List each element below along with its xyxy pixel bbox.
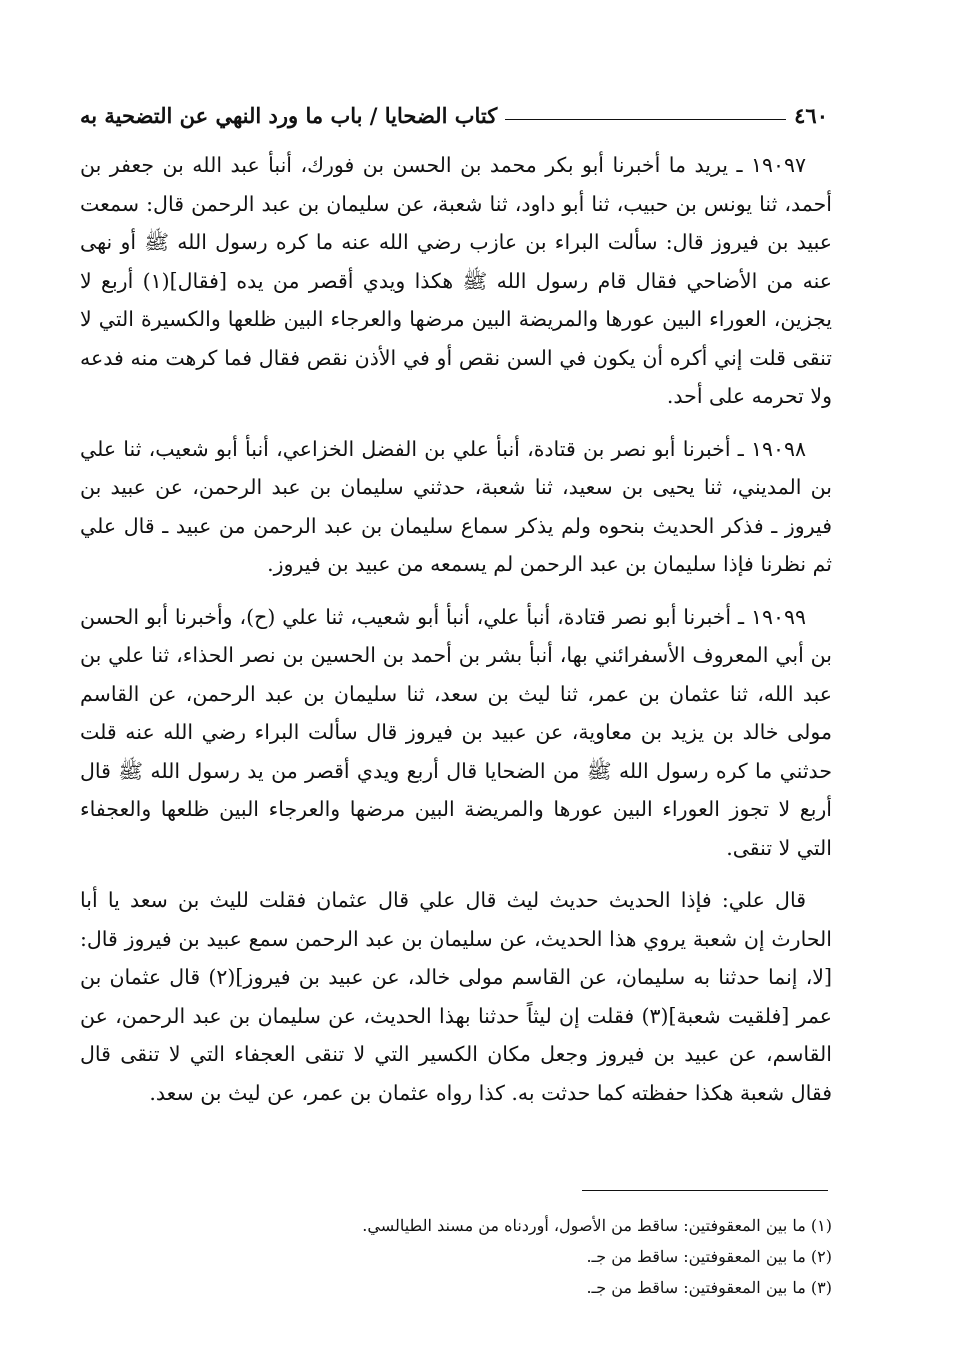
hadith-19097: ١٩٠٩٧ ـ يريد ما أخبرنا أبو بكر محمد بن الحسن بن فورك، أنبأ عبد الله بن جعفر بن أحمد، ثنا يونس بن حبيب، ثنا أبو داود، ثنا شعبة، عن سليمان بن عبد الرحمن قال: سمعت عبيد بن فيروز قال: سألت البراء بن عازب رضي الله عنه ما كره رسول الله ﷺ أو نهى عنه من الأضاحي فقال قام رسول الله ﷺ هكذا ويدي أقصر من يده [فقال](١) أربع لا يجزين، العوراء البين عورها والمريضة البين مرضها والعرجاء البين ظلعها والكسيرة التي لا تنقى قلت إني أكره أن يكون في السن نقص أو في الأذن نقص فقال فما كرهت منه فدعه ولا تحرمه على أحد.	[80, 153, 832, 408]
chapter-title: كتاب الضحايا / باب ما ورد النهي عن التضحية به	[80, 103, 498, 128]
header-rule	[505, 119, 786, 120]
hadith-19098: ١٩٠٩٨ ـ أخبرنا أبو نصر بن قتادة، أنبأ علي بن الفضل الخزاعي، أنبأ أبو شعيب، ثنا علي بن المديني، ثنا يحيى بن سعيد، ثنا شعبة، حدثني سليمان بن عبد الرحمن، عن عبيد بن فيروز ـ فذكر الحديث بنحوه ولم يذكر سماع سليمان بن عبد الرحمن من عبيد ـ قال علي ثم نظرنا فإذا سليمان بن عبد الرحمن لم يسمعه من عبيد بن فيروز.	[80, 436, 832, 576]
footnote-separator	[582, 1190, 828, 1191]
page-number: ٤٦٠	[794, 103, 828, 128]
running-header	[80, 88, 828, 128]
hadith-19099: ١٩٠٩٩ ـ أخبرنا أبو نصر قتادة، أنبأ علي، أنبأ أبو شعيب، ثنا علي (ح)، وأخبرنا أبو الحسن بن أبي المعروف الأسفرائني بها، أنبأ بشر بن أحمد بن الحسين بن نصر الحذاء، ثنا علي بن عبد الله، ثنا عثمان بن عمر، ثنا ليث بن سعد، ثنا سليمان بن عبد الرحمن، عن القاسم مولى خالد بن يزيد بن معاوية، عن عبيد بن فيروز قال سألت البراء رضي الله عنه قلت حدثني ما كره رسول الله ﷺ من الضحايا قال أربع ويدي أقصر من يد رسول الله ﷺ قال أربع لا تجوز العوراء البين عورها والمريضة البين مرضها والعرجاء البين ظلعها والعجفاء التي لا تنقى.	[80, 604, 832, 860]
footnote-3: (٣) ما بين المعقوفتين: ساقط من جـ.	[586, 1278, 832, 1297]
footnote-2: (٢) ما بين المعقوفتين: ساقط من جـ.	[586, 1247, 832, 1266]
commentary-paragraph: قال علي: فإذا الحديث حديث ليث قال علي قال عثمان فقلت لليث بن سعد يا أبا الحارث إن شعبة يروي هذا الحديث، عن سليمان بن عبد الرحمن سمع عبيد بن فيروز قال: [لا، إنما حدثنا به سليمان، عن القاسم مولى خالد، عن عبيد بن فيروز](٢) قال عثمان بن عمر [فلقيت شعبة](٣) فقلت إن ليثاً حدثنا بهذا الحديث، عن سليمان بن عبد الرحمن، عن القاسم، عن عبيد بن فيروز وجعل مكان الكسير التي لا تنقى العجفاء التي لا تنقى قال فقال شعبة هكذا حفظته كما حدثت به. كذا رواه عثمان بن عمر، عن ليث بن سعد.	[80, 888, 832, 1105]
main-text	[80, 146, 832, 1126]
footnote-1: (١) ما بين المعقوفتين: ساقط من الأصول، أوردناه من مسند الطيالسي.	[362, 1216, 832, 1235]
footnotes	[80, 1210, 832, 1303]
